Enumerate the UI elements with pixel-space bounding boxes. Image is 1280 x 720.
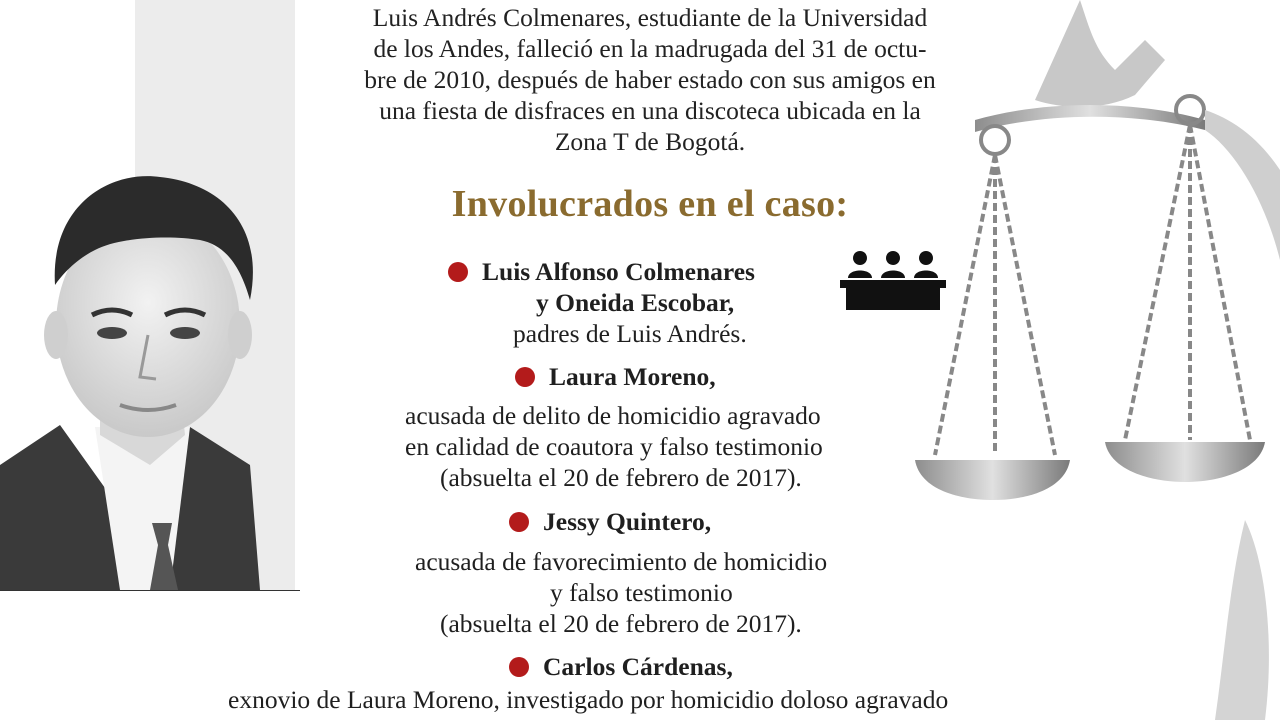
red-dot-bullet-icon <box>509 512 529 532</box>
intro-line: bre de 2010, después de haber estado con sus amigos en <box>364 65 936 94</box>
person-name-line: Laura Moreno, <box>515 361 716 392</box>
intro-line: una fiesta de disfraces en una discoteca ubicada en la <box>379 96 921 125</box>
person-name-line: Carlos Cárdenas, <box>509 651 733 682</box>
intro-line: Zona T de Bogotá. <box>554 127 746 156</box>
person-description: padres de Luis Andrés. <box>513 319 747 348</box>
side-divider-line <box>0 590 300 591</box>
person-description: y falso testimonio <box>550 578 733 607</box>
intro-line: Luis Andrés Colmenares, estudiante de la Universidad <box>372 3 928 32</box>
person-name-line: y Oneida Escobar, <box>536 288 735 317</box>
intro-line: de los Andes, falleció en la madrugada del 31 de octu- <box>373 34 927 63</box>
intro-paragraph <box>295 2 1005 157</box>
person-description: exnovio de Laura Moreno, investigado por homicidio doloso agravado <box>228 685 949 714</box>
person-description: (absuelta el 20 de febrero de 2017). <box>440 463 802 492</box>
red-dot-bullet-icon <box>509 657 529 677</box>
person-description: en calidad de coautora y falso testimonio <box>405 432 823 461</box>
person-description: acusada de delito de homicidio agravado <box>405 401 821 430</box>
person-description: (absuelta el 20 de febrero de 2017). <box>440 609 802 638</box>
section-heading: Involucrados en el caso: <box>451 183 849 225</box>
red-dot-bullet-icon <box>448 262 468 282</box>
person-name-line: Luis Alfonso Colmenares <box>448 256 755 287</box>
person-description: acusada de favorecimiento de homicidio <box>415 547 828 576</box>
portrait-photo <box>0 165 292 590</box>
red-dot-bullet-icon <box>515 367 535 387</box>
jury-panel-icon <box>840 250 946 312</box>
person-name-line: Jessy Quintero, <box>509 506 711 537</box>
